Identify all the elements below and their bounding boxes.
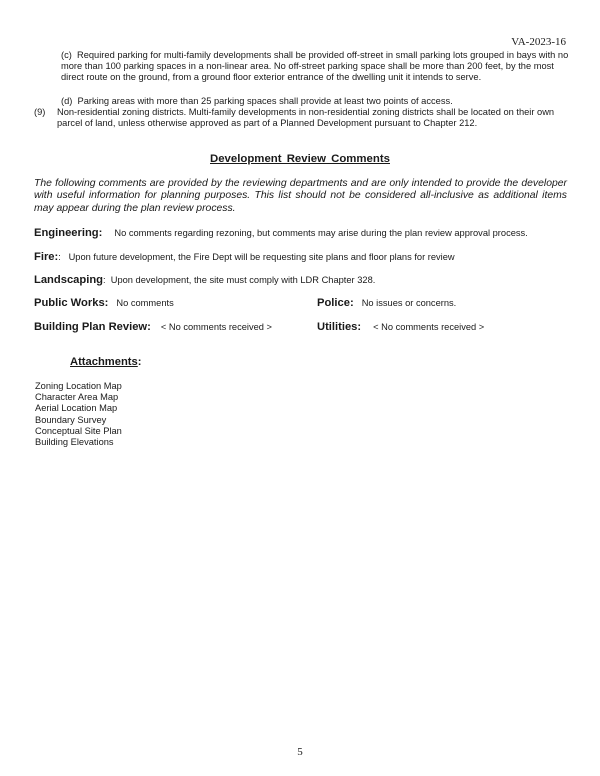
police-text: No issues or concerns.: [361, 298, 457, 308]
parking-clause-c: (c) Required parking for multi-family developments shall be provided off-street in small parking lots grouped in bays with no more than 100 parking spaces in a non-linear area. No off-street parking space shall be more than 200 feet, by the most direct route on the ground, from a ground floor exterior entrance of the dwelling unit it intends to serve.: [61, 50, 569, 82]
building-plan-review-text: < No comments received >: [160, 322, 272, 332]
landscaping-comment: [34, 274, 375, 286]
page-number: 5: [297, 746, 303, 758]
utilities-label: Utilities:: [317, 321, 362, 333]
utilities-text: < No comments received >: [373, 322, 485, 332]
engineering-label: Engineering:: [34, 227, 103, 239]
attachments-list: [35, 381, 122, 448]
attachment-item: Zoning Location Map: [35, 381, 122, 391]
attachment-item: Character Area Map: [35, 392, 119, 403]
public-works-text: No comments: [116, 298, 174, 308]
parking-clause-d: (d) Parking areas with more than 25 parking spaces shall provide at least two points of access.: [61, 96, 453, 106]
attachment-item: Aerial Location Map: [35, 403, 118, 414]
attachments-heading: [70, 356, 142, 368]
clause-9-number: (9): [34, 107, 46, 117]
utilities-comment: [317, 321, 484, 333]
review-intro-paragraph: The following comments are provided by the reviewing departments and are only intended to provide the developer with useful information for planning purposes. This list should not be considered all-inclusive as additional items may appear during the plan review process.: [34, 178, 567, 214]
review-comments-heading: Development Review Comments: [210, 153, 390, 165]
fire-text: : Upon future development, the Fire Dept will be requesting site plans and floor plans for review: [58, 252, 455, 262]
police-label: Police:: [317, 297, 354, 309]
landscaping-label: Landscaping: [34, 274, 103, 286]
public-works-comment: [34, 297, 174, 309]
police-comment: [317, 297, 456, 309]
public-works-label: Public Works:: [34, 297, 109, 309]
engineering-text: No comments regarding rezoning, but comments may arise during the plan review approval process.: [114, 228, 528, 238]
building-plan-review-comment: [34, 321, 272, 333]
landscaping-text: : Upon development, the site must comply with LDR Chapter 328.: [103, 275, 376, 285]
clause-9: [34, 107, 574, 129]
attachment-item: Conceptual Site Plan: [35, 425, 122, 436]
attachment-item: Building Elevations: [35, 437, 114, 448]
document-id: VA-2023-16: [511, 36, 566, 48]
attachment-item: Boundary Survey: [35, 414, 107, 425]
building-plan-review-label: Building Plan Review:: [34, 321, 151, 333]
attachments-title: Attachments: [70, 356, 138, 368]
fire-comment: [34, 251, 455, 263]
fire-label: Fire:: [34, 251, 59, 263]
attachments-colon: :: [137, 356, 142, 368]
clause-9-text: Non-residential zoning districts. Multi-family developments in non-residential zoning districts shall be located on their own parcel of land, unless otherwise approved as part of a Planned Development pursuant to Chapter 212.: [57, 107, 555, 128]
engineering-comment: [34, 227, 528, 239]
